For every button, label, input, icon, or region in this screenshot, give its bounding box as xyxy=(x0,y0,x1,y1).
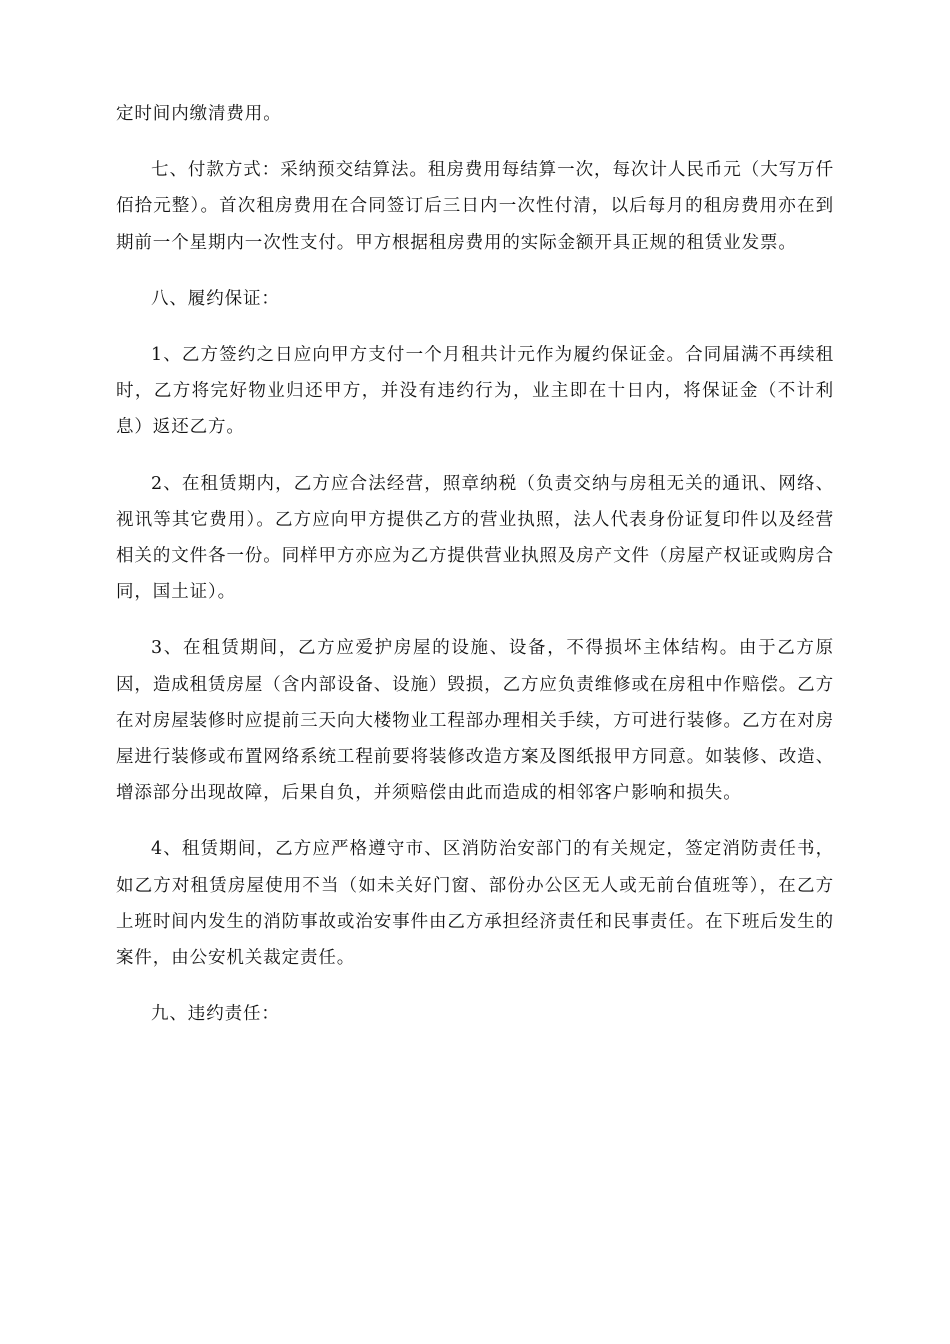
document-body xyxy=(116,96,834,1052)
paragraph-clause-3: 3、在租赁期间，乙方应爱护房屋的设施、设备，不得损坏主体结构。由于乙方原因，造成租赁房屋（含内部设备、设施）毁损，乙方应负责维修或在房租中作赔偿。乙方在对房屋装修时应提前三天向大楼物业工程部办理相关手续，方可进行装修。乙方在对房屋进行装修或布置网络系统工程前要将装修改造方案及图纸报甲方同意。如装修、改造、增添部分出现故障，后果自负，并须赔偿由此而造成的相邻客户影响和损失。 xyxy=(116,638,834,804)
paragraph-clause-4: 4、租赁期间，乙方应严格遵守市、区消防治安部门的有关规定，签定消防责任书，如乙方对租赁房屋使用不当（如未关好门窗、部份办公区无人或无前台值班等），在乙方上班时间内发生的消防事故或治安事件由乙方承担经济责任和民事责任。在下班后发生的案件，由公安机关裁定责任。 xyxy=(116,839,834,969)
section-heading-breach-liability: 九、违约责任： xyxy=(151,1004,280,1025)
paragraph-clause-1: 1、乙方签约之日应向甲方支付一个月租共计元作为履约保证金。合同届满不再续租时，乙方将完好物业归还甲方，并没有违约行为，业主即在十日内，将保证金（不计利息）返还乙方。 xyxy=(116,345,834,438)
section-heading-performance-guarantee: 八、履约保证： xyxy=(151,288,280,309)
paragraph-continuation: 定时间内缴清费用。 xyxy=(116,104,282,124)
paragraph-payment-method: 七、付款方式：采纳预交结算法。租房费用每结算一次，每次计人民币元（大写万仟佰拾元整）。首次租房费用在合同签订后三日内一次性付清，以后每月的租房费用亦在到期前一个星期内一次性支付。甲方根据租房费用的实际金额开具正规的租赁业发票。 xyxy=(116,160,834,253)
paragraph-clause-2: 2、在租赁期内，乙方应合法经营，照章纳税（负责交纳与房租无关的通讯、网络、视讯等其它费用）。乙方应向甲方提供乙方的营业执照，法人代表身份证复印件以及经营相关的文件各一份。同样甲方亦应为乙方提供营业执照及房产文件（房屋产权证或购房合同，国土证）。 xyxy=(116,473,834,603)
